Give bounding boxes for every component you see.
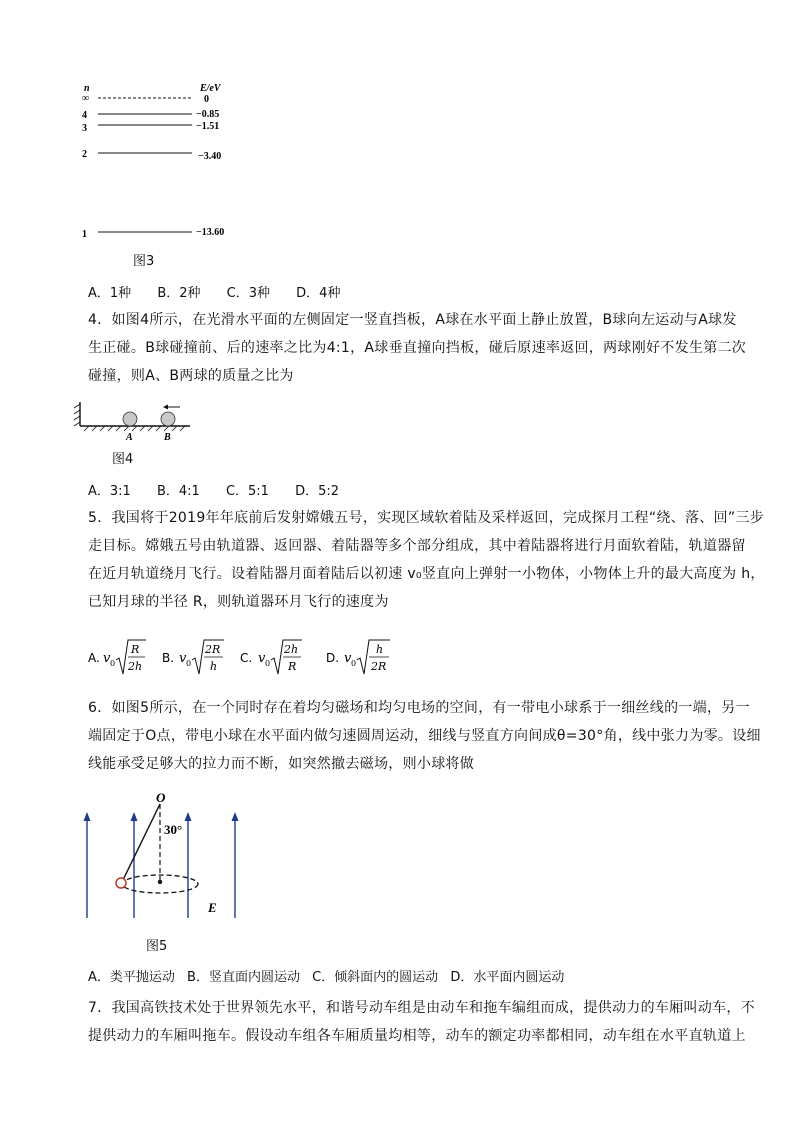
energy-level-diagram — [74, 80, 244, 245]
point-o-label: O — [156, 790, 166, 805]
question-5 — [88, 504, 765, 616]
q5-option-c-den: R — [288, 660, 297, 673]
q5-option-d-v-sub: 0 — [351, 659, 357, 668]
q5-option-d-den: 2R — [371, 660, 387, 673]
q5-line-1: 5．我国将于2019年年底前后发射嫦娥五号，实现区域软着陆及采样返回，完成探月工程“绕、落、回”三步 — [88, 510, 765, 526]
q5-option-c-label: C. — [240, 651, 253, 665]
q7-line-1: 7．我国高铁技术处于世界领先水平，和谐号动车组是由动车和拖车编组而成，提供动力的车厢叫动车，不 — [88, 1000, 756, 1016]
q6-choice-c: C．倾斜面内的圆运动 — [312, 970, 439, 985]
level-n-infinity: ∞ — [82, 93, 90, 104]
ball-b — [161, 412, 175, 426]
q5-option-b-den: h — [210, 660, 218, 673]
q5-option-d-v: v — [344, 651, 352, 666]
ball-a — [123, 412, 137, 426]
level-n-3: 3 — [82, 123, 87, 134]
charged-ball — [116, 878, 126, 888]
q6-line-3: 线能承受足够大的拉力而不断，如突然撤去磁场，则小球将做 — [88, 756, 475, 772]
circle-center-dot — [158, 880, 162, 884]
ball-a-label: A — [126, 432, 133, 442]
q3-choice-a: A．1种 — [88, 286, 132, 301]
question-7 — [88, 994, 756, 1050]
q4-choices — [88, 480, 361, 499]
q5-option-a-v-sub: 0 — [110, 659, 116, 668]
level-e-3: −1.51 — [196, 121, 220, 132]
pendulum-field-diagram — [78, 790, 250, 922]
q4-line-2: 生正碰。B球碰撞前、后的速率之比为4:1，A球垂直撞向挡板，碰后原速率返回，两球刚好不发生第二次 — [88, 340, 747, 356]
q3-choice-d: D．4种 — [296, 286, 341, 301]
figure-3-caption: 图3 — [133, 254, 155, 269]
q5-line-3: 在近月轨道绕月飞行。设着陆器月面着陆后以初速 v₀竖直向上弹射一小物体，小物体上升的最大高度为 h， — [88, 566, 765, 582]
q4-choice-b: B．4:1 — [156, 484, 200, 499]
n-axis-label: n — [84, 83, 90, 94]
field-e-label: E — [208, 900, 217, 915]
q5-line-2: 走目标。嫦娥五号由轨道器、返回器、着陆器等多个部分组成，其中着陆器将进行月面软着陆，轨道器留 — [88, 538, 746, 554]
velocity-arrowhead — [163, 405, 168, 410]
wall-hatching — [74, 404, 80, 426]
q3-choice-c: C．3种 — [226, 286, 271, 301]
q5-option-d-num: h — [376, 643, 384, 656]
q5-option-b-v-sub: 0 — [186, 659, 192, 668]
level-n-1: 1 — [82, 229, 87, 240]
q7-line-2: 提供动力的车厢叫拖车。假设动车组各车厢质量均相等，动车的额定功率都相同，动车组在水平直轨道上 — [88, 1028, 746, 1044]
q5-option-a — [88, 640, 146, 674]
q5-option-b-num: 2R — [205, 643, 221, 656]
q5-option-a-label: A. — [88, 651, 100, 665]
level-e-1: −13.60 — [196, 227, 225, 238]
q6-line-1: 6．如图5所示，在一个同时存在着均匀磁场和均匀电场的空间，有一带电小球系于一细丝线的一端，另一 — [88, 700, 750, 716]
ball-b-label: B — [164, 432, 171, 442]
q3-choice-b: B．2种 — [157, 286, 201, 301]
q5-option-c-v: v — [258, 651, 266, 666]
angle-label: 30° — [164, 822, 183, 837]
q5-option-a-v: v — [103, 651, 111, 666]
string — [122, 804, 160, 882]
q4-choice-d: D．5:2 — [295, 484, 340, 499]
q6-choice-d: D．水平面内圆运动 — [450, 970, 565, 985]
q5-options — [86, 636, 406, 680]
figure-5-caption: 图5 — [146, 939, 168, 954]
question-6 — [88, 694, 761, 778]
q4-choice-c: C．5:1 — [225, 484, 269, 499]
q6-choice-b: B．竖直面内圆运动 — [187, 970, 300, 985]
q4-choice-a: A．3:1 — [88, 484, 131, 499]
level-n-4: 4 — [82, 110, 87, 121]
collision-diagram — [72, 400, 192, 442]
q5-option-c-num: 2h — [284, 643, 299, 656]
q5-option-b — [162, 640, 224, 674]
q5-line-4: 已知月球的半径 R，则轨道器环月飞行的速度为 — [88, 594, 389, 610]
q3-choices — [88, 282, 362, 301]
q4-line-3: 碰撞，则A、B两球的质量之比为 — [88, 368, 294, 384]
floor-hatching — [84, 426, 185, 431]
level-n-2: 2 — [82, 149, 87, 160]
q5-option-a-den: 2h — [128, 660, 143, 673]
figure-4-caption: 图4 — [112, 452, 134, 467]
q6-choices — [88, 966, 586, 985]
level-e-2: −3.40 — [198, 151, 222, 162]
energy-axis-label: E/eV — [200, 83, 221, 94]
q5-option-c-v-sub: 0 — [265, 659, 271, 668]
level-e-infinity: 0 — [204, 94, 209, 105]
question-4 — [88, 306, 747, 390]
q5-option-d — [326, 640, 390, 674]
q5-option-d-label: D. — [326, 651, 340, 665]
q5-option-a-num: R — [131, 643, 140, 656]
q5-option-c — [240, 640, 302, 674]
level-e-4: −0.85 — [196, 109, 220, 120]
q5-option-b-label: B. — [162, 651, 175, 665]
field-arrowheads — [84, 812, 239, 821]
q6-choice-a: A．类平抛运动 — [88, 970, 175, 985]
q5-option-b-v: v — [179, 651, 187, 666]
q4-line-1: 4．如图4所示，在光滑水平面的左侧固定一竖直挡板，A球在水平面上静止放置，B球向左运动与A球发 — [88, 312, 737, 328]
q6-line-2: 端固定于O点，带电小球在水平面内做匀速圆周运动，细线与竖直方向间成θ=30°角，线中张力为零。设细 — [88, 728, 761, 744]
